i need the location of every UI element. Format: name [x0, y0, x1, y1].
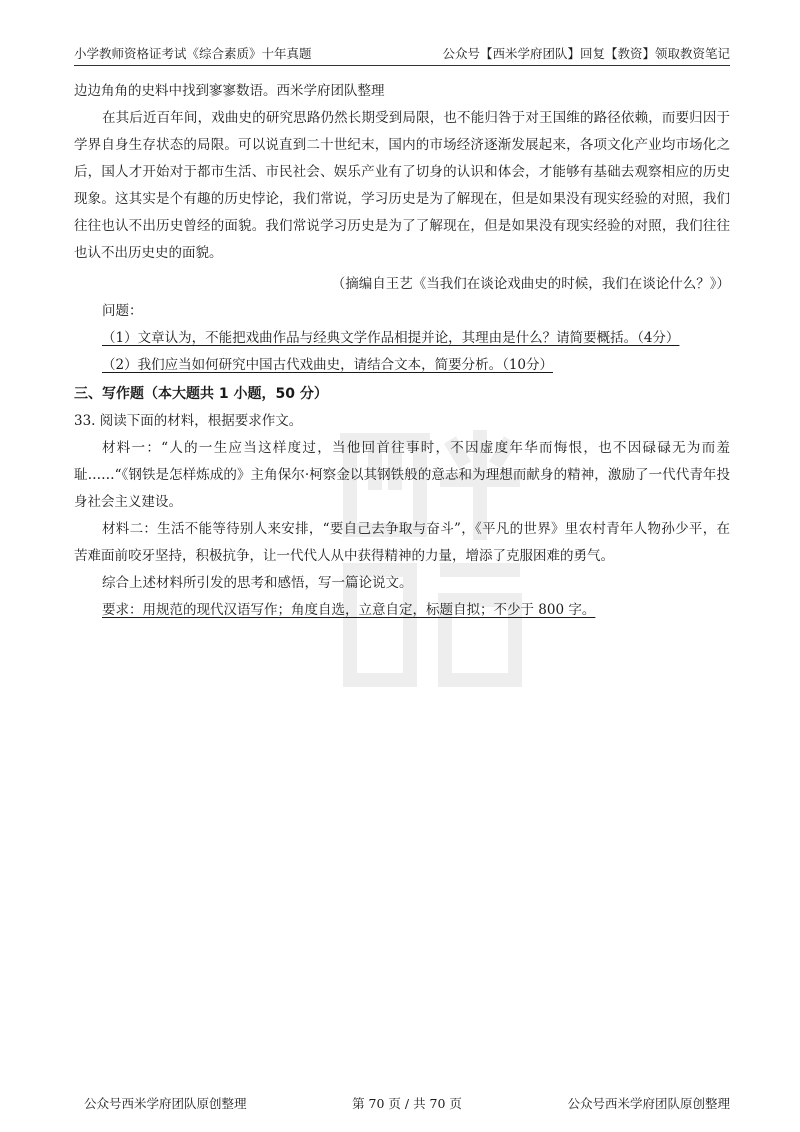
header-promo: 公众号【西米学府团队】回复【教资】领取教资笔记: [442, 46, 730, 61]
page-number: 第 70 页 / 共 70 页: [352, 1096, 462, 1111]
requirement-text: 要求：用规范的现代汉语写作；角度自选，立意自定，标题自拟；不少于 800 字。: [102, 602, 596, 618]
header-title: 小学教师资格证考试《综合素质》十年真题: [74, 46, 312, 61]
question-1: [74, 325, 730, 352]
page-footer: [84, 1094, 730, 1112]
footer-left: 公众号西米学府团队原创整理: [84, 1096, 247, 1111]
page-header: [74, 40, 730, 66]
paragraph: 在其后近百年间，戏曲史的研究思路仍然长期受到局限，也不能归咎于对王国维的路径依赖，而要归因于学界自身生存状态的局限。可以说直到二十世纪末，国内的市场经济逐渐发展起来，各项文化产业均市场化之后，国人才开始对于都市生活、市民社会、娱乐产业有了切身的认识和体会，才能够有基础去观察相应的历史现象。这其实是个有趣的历史悖论，我们常说，学习历史是为了解现在，但是如果没有现实经验的对照，我们往往也认不出历史曾经的面貌。我们常说学习历史是为了了解现在，但是如果没有现实经验的对照，我们往往也认不出历史史的面貌。: [74, 110, 730, 261]
continued-line: 边边角角的史料中找到寥寥数语。西米学府团队整理: [74, 83, 385, 99]
requirement: [74, 597, 730, 624]
section-heading-writing: 三、写作题（本大题共 1 小题，50 分）: [74, 386, 328, 402]
material-2: 材料二：生活不能等待别人来安排，“要自己去争取与奋斗”，《平凡的世界》里农村青年人物孙少平，在苦难面前咬牙坚持，积极抗争，让一代代人从中获得精神的力量，增添了克服困难的勇气。: [74, 521, 730, 564]
document-body: [74, 78, 730, 624]
footer-right: 公众号西米学府团队原创整理: [567, 1096, 730, 1111]
material-1: 材料一：“人的一生应当这样度过，当他回首往事时，不因虚度年华而悔恨，也不因碌碌无为而羞耻……“《钢铁是怎样炼成的》主角保尔·柯察金以其钢铁般的意志和为理想而献身的精神，激励了一代代青年投身社会主义建设。: [74, 440, 730, 510]
question-2: [74, 352, 730, 379]
question-2-text: （2）我们应当如何研究中国古代戏曲史，请结合文本，简要分析。（10分）: [102, 357, 554, 373]
question-label: 问题：: [102, 303, 143, 319]
source-citation: （摘编自王艺《当我们在谈论戏曲史的时候，我们在谈论什么？》）: [331, 276, 730, 292]
writing-prompt: 综合上述材料所引发的思考和感悟，写一篇论说文。: [102, 575, 413, 591]
question-33: 33. 阅读下面的材料，根据要求作文。: [74, 413, 303, 429]
question-1-text: （1）文章认为，不能把戏曲作品与经典文学作品相提并论，其理由是什么？请简要概括。（4分）: [102, 330, 680, 346]
